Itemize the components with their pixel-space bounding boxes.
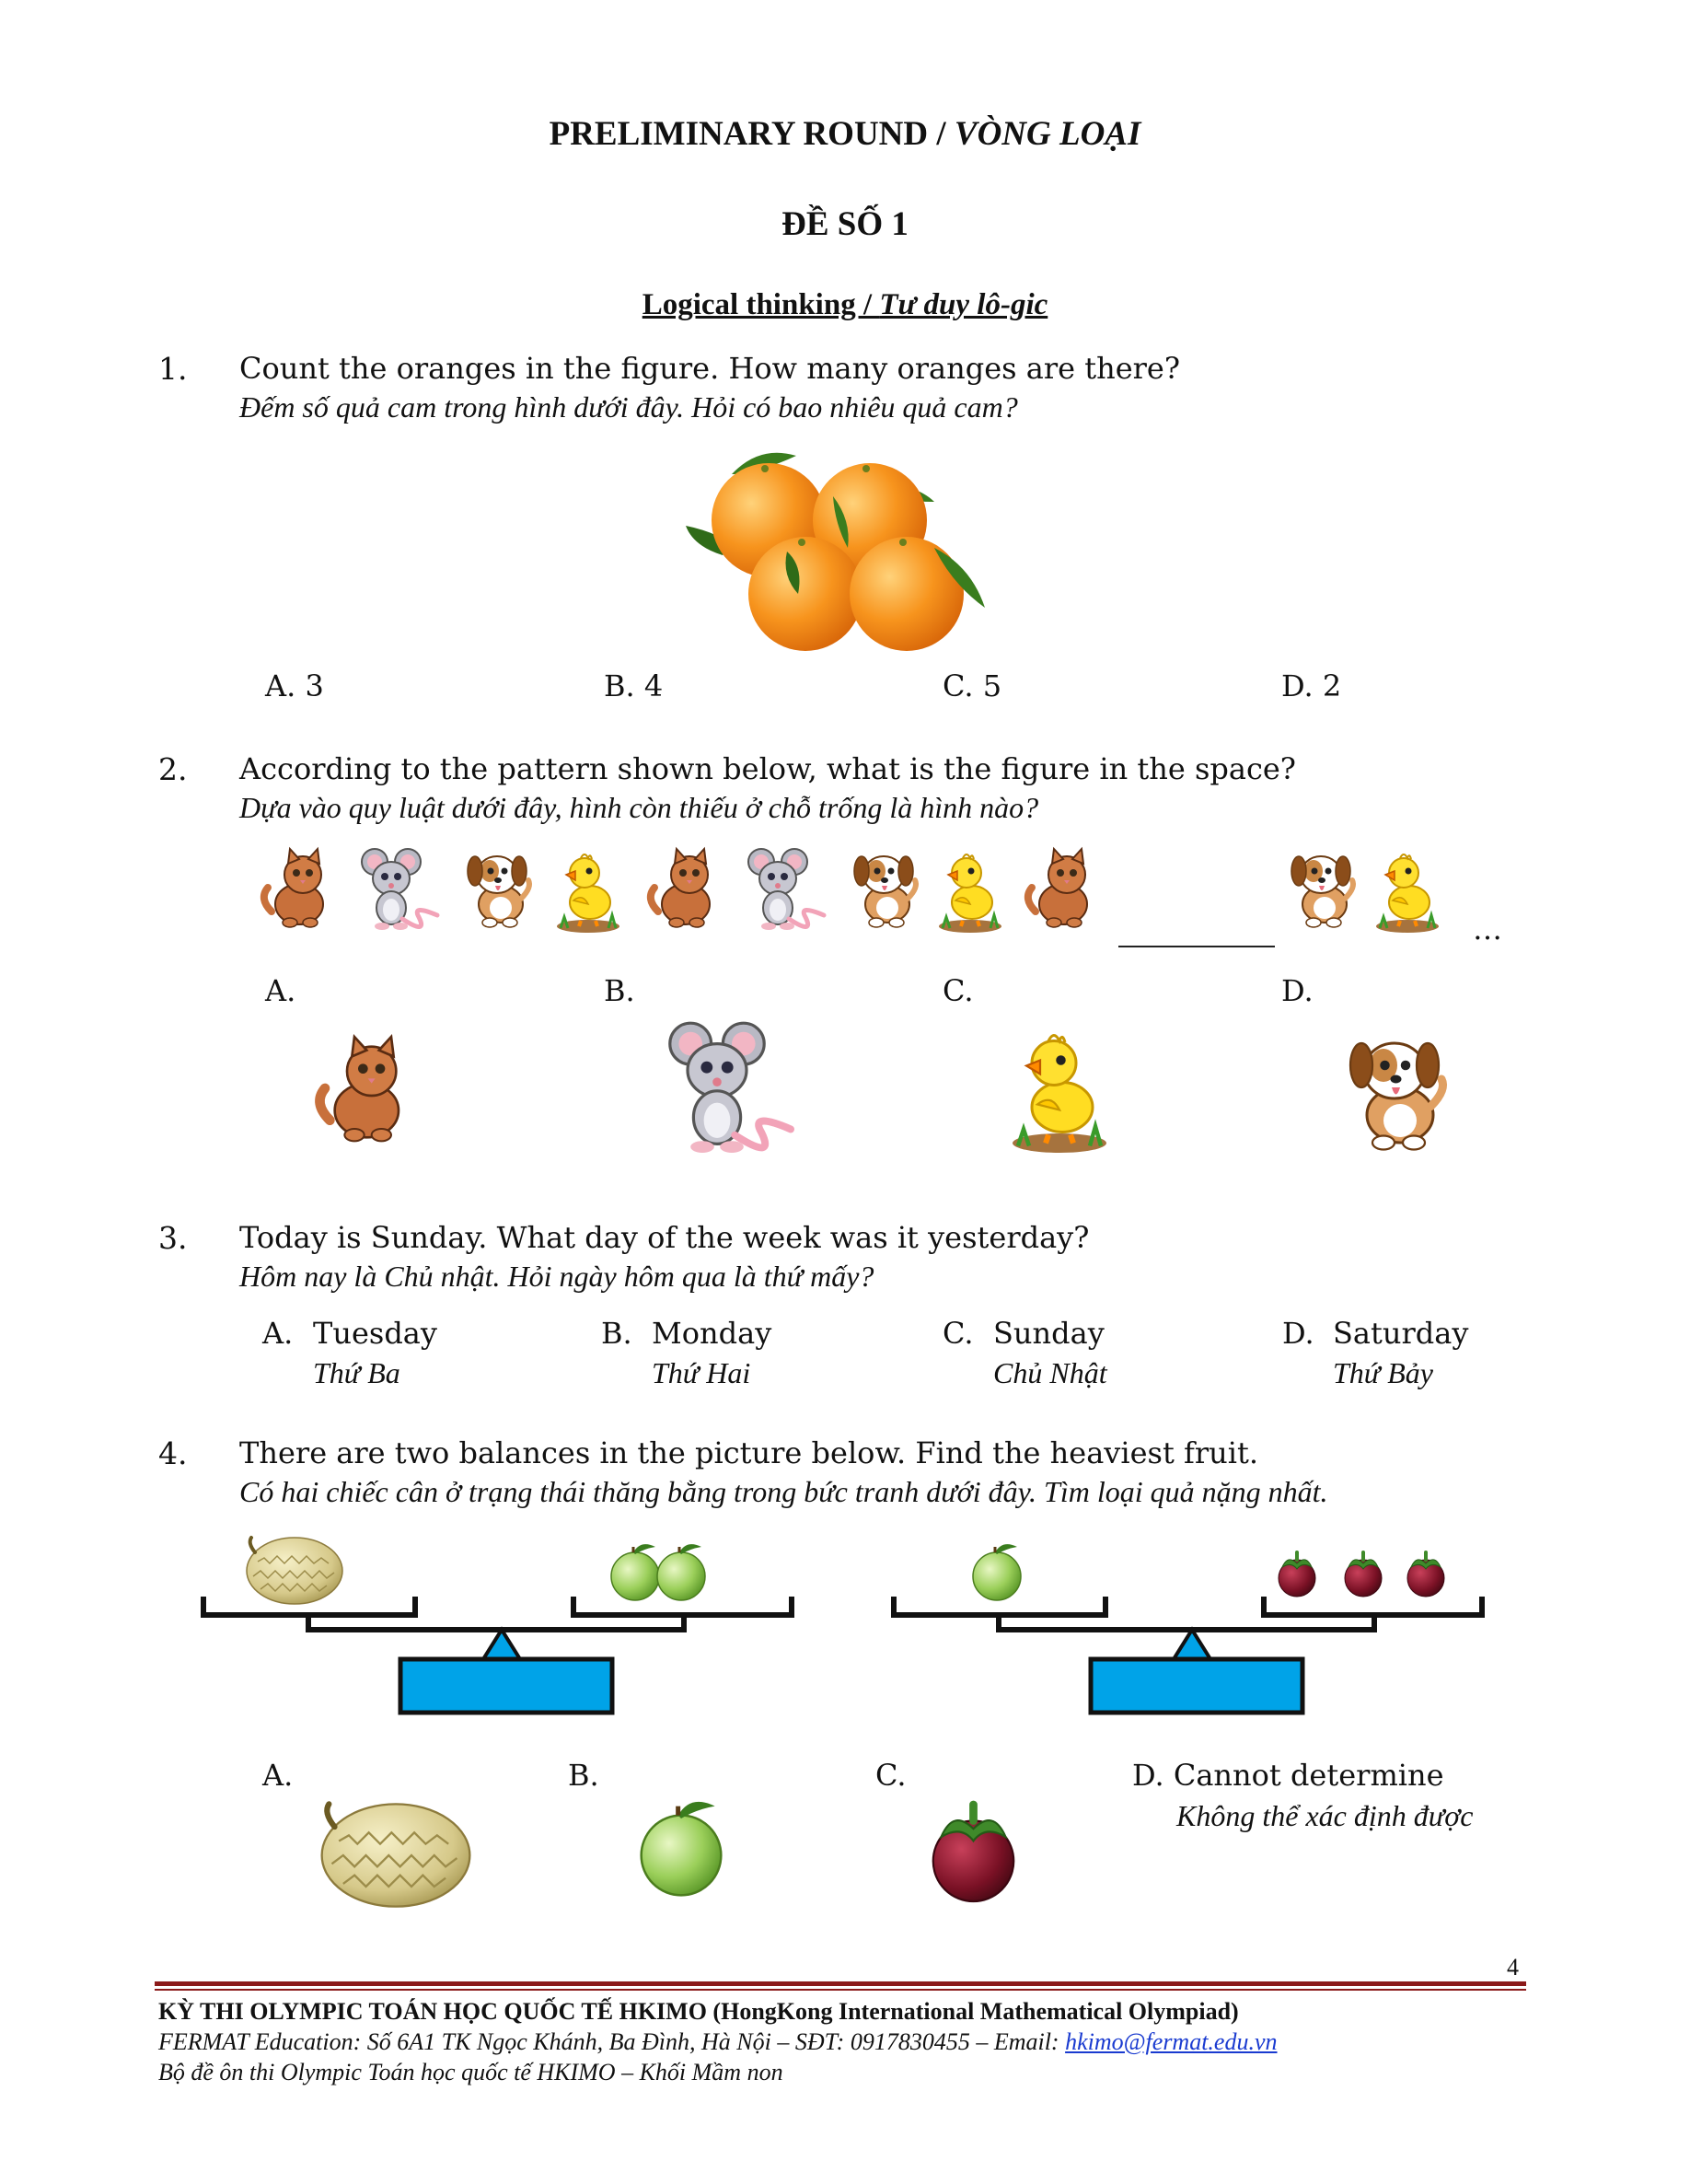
q3-option-a-en[interactable]: Tuesday: [313, 1316, 437, 1351]
q1-option-d[interactable]: D. 2: [1281, 668, 1342, 703]
q3-option-c-vi: Chủ Nhật: [993, 1356, 1107, 1389]
pattern-dog-2: [854, 856, 916, 927]
pattern-mouse-1: [362, 849, 437, 930]
footer-rule: [155, 1981, 1526, 1986]
q4-option-a[interactable]: A.: [262, 1758, 294, 1793]
q2-option-c[interactable]: C.: [943, 973, 974, 1008]
question-1-text-en: Count the oranges in the figure. How many oranges are there?: [239, 351, 1181, 386]
balance-2-mangosteen-3: [1407, 1552, 1444, 1597]
q3-option-c-label[interactable]: C.: [943, 1316, 974, 1351]
balance-1-guava-1: [611, 1544, 659, 1600]
question-2-text-en: According to the pattern shown below, what is the figure in the space?: [239, 751, 1296, 786]
pattern-dog-3: [1291, 856, 1353, 927]
question-1-text-vi: Đếm số quả cam trong hình dưới đây. Hỏi có bao nhiêu quả cam?: [239, 390, 1018, 424]
q2-option-a-cat[interactable]: [318, 1027, 428, 1165]
pattern-ellipsis: …: [1473, 912, 1502, 947]
q4-option-a-durian[interactable]: [318, 1795, 474, 1915]
round-title: PRELIMINARY ROUND / VÒNG LOẠI: [549, 115, 1141, 153]
pattern-sequence: [262, 838, 1514, 948]
q1-option-a[interactable]: A. 3: [265, 668, 324, 703]
q2-option-d-dog[interactable]: [1339, 1029, 1464, 1168]
q3-option-b-label[interactable]: B.: [601, 1316, 632, 1351]
q1-option-b[interactable]: B. 4: [604, 668, 664, 703]
q4-option-d[interactable]: D. Cannot determine: [1132, 1758, 1444, 1793]
balance-1: [198, 1530, 810, 1733]
question-2-text-vi: Dựa vào quy luật dưới đây, hình còn thiếu ở chỗ trống là hình nào?: [239, 791, 1039, 824]
q4-option-d-vi: Không thể xác định được: [1176, 1799, 1474, 1832]
question-4-text-en: There are two balances in the picture below. Find the heaviest fruit.: [239, 1435, 1258, 1470]
q3-option-d-label[interactable]: D.: [1282, 1316, 1314, 1351]
q1-option-c[interactable]: C. 5: [943, 668, 1002, 703]
q2-option-d[interactable]: D.: [1281, 973, 1314, 1008]
question-4-number: 4.: [158, 1435, 188, 1471]
balance-2-mangosteen-2: [1345, 1552, 1382, 1597]
q2-option-b-mouse[interactable]: [654, 1020, 810, 1168]
page-number: 4: [1507, 1954, 1519, 1981]
q3-option-a-vi: Thứ Ba: [313, 1356, 400, 1389]
balance-2: [888, 1530, 1500, 1733]
pattern-dog-1: [468, 856, 529, 927]
pattern-cat-3: [1028, 849, 1087, 927]
q2-option-b[interactable]: B.: [604, 973, 635, 1008]
q3-option-d-en[interactable]: Saturday: [1333, 1316, 1469, 1351]
footer-line-3: Bộ đề ôn thi Olympic Toán học quốc tế HKIMO – Khối Mầm non: [158, 2059, 783, 2085]
balance-2-guava: [973, 1544, 1021, 1600]
footer-line-2: FERMAT Education: Số 6A1 TK Ngọc Khánh, Ba Đình, Hà Nội – SĐT: 0917830455 – Email: hkimo@fermat.edu.vn: [158, 2028, 1278, 2055]
pattern-cat-2: [651, 849, 710, 927]
q2-option-c-duck[interactable]: [999, 1022, 1123, 1165]
footer-line-1: KỲ THI OLYMPIC TOÁN HỌC QUỐC TẾ HKIMO (HongKong International Mathematical Olympiad): [158, 1998, 1239, 2025]
q2-option-a[interactable]: A.: [265, 973, 296, 1008]
question-3-number: 3.: [158, 1220, 188, 1256]
exam-title: ĐỀ SỐ 1: [781, 205, 909, 243]
question-1-number: 1.: [158, 351, 188, 387]
pattern-mouse-2: [748, 849, 824, 930]
question-2-number: 2.: [158, 751, 188, 787]
question-3-text-vi: Hôm nay là Chủ nhật. Hỏi ngày hôm qua là thứ mấy?: [239, 1260, 874, 1293]
balance-1-guava-2: [657, 1544, 705, 1600]
q4-option-b[interactable]: B.: [568, 1758, 599, 1793]
q4-option-c-mangosteen[interactable]: [925, 1795, 1022, 1911]
q4-option-c[interactable]: C.: [875, 1758, 907, 1793]
pattern-cat-1: [264, 849, 323, 927]
q3-option-a-label[interactable]: A.: [262, 1316, 294, 1351]
section-title: Logical thinking / Tư duy lô-gic: [642, 288, 1048, 321]
pattern-duck-3: [1376, 854, 1439, 933]
q3-option-b-vi: Thứ Hai: [652, 1356, 751, 1389]
q3-option-b-en[interactable]: Monday: [652, 1316, 772, 1351]
q4-option-b-guava[interactable]: [635, 1800, 727, 1901]
question-4-text-vi: Có hai chiếc cân ở trạng thái thăng bằng trong bức tranh dưới đây. Tìm loại quả nặng nhất.: [239, 1475, 1328, 1508]
question-3-text-en: Today is Sunday. What day of the week was it yesterday?: [239, 1220, 1090, 1255]
q3-option-d-vi: Thứ Bảy: [1333, 1356, 1433, 1389]
pattern-duck-1: [557, 854, 619, 933]
footer-email-link[interactable]: hkimo@fermat.edu.vn: [1065, 2028, 1278, 2055]
balance-1-durian: [247, 1538, 342, 1604]
oranges-figure: [686, 447, 990, 658]
pattern-duck-2: [939, 854, 1001, 933]
q3-option-c-en[interactable]: Sunday: [993, 1316, 1105, 1351]
footer-rule-thin: [155, 1989, 1526, 1991]
balance-2-mangosteen-1: [1279, 1552, 1315, 1597]
